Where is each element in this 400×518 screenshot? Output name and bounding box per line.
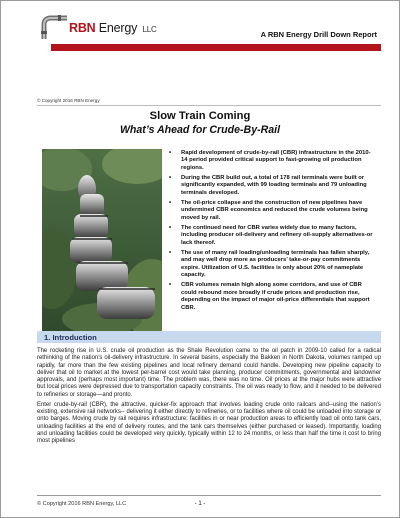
page-subtitle: What’s Ahead for Crude-By-Rail bbox=[119, 124, 281, 136]
key-point-text: The oil-price collapse and the construction of new pipelines have undermined CBR economics and reduced the crude volumes being moved by rail. bbox=[181, 200, 368, 221]
bullet-icon: • bbox=[169, 200, 172, 207]
report-title: A RBN Energy Drill Down Report bbox=[260, 30, 377, 39]
body-paragraph: The rocketing rise in U.S. crude oil production as the Shale Revolution came to the oil patch in 2009-10 called for a radical rethinking of the nation’s oil-delivery infrastructure. In several basins, especially the Bakken in North Dakota, volumes ramped up rapidly, far more than the few existing pipelines and local refinery demand could handle. Developing new pipeline capacity to deliver that oil to market at the lowest per-barrel cost would take planning, producer commitments, governmental and landowner approvals, and (perhaps most important) time. The problem was, there was no time. Oil prices at the major hubs were attractive but local prices were depressed due to transportation capacity constraints. The oil was ready to flow, and it needed to be delivered to refineries or storage—and pronto. bbox=[37, 348, 381, 398]
bullet-icon: • bbox=[169, 225, 172, 232]
key-point bbox=[169, 150, 375, 172]
key-point bbox=[169, 250, 375, 280]
header-divider bbox=[37, 105, 381, 106]
train-photo bbox=[42, 149, 162, 331]
key-point-text: During the CBR build out, a total of 178 rail terminals were built or significantly expanded, with 99 loading terminals and 79 unloading terminals developed. bbox=[181, 175, 367, 196]
logo-suffix: LLC bbox=[142, 25, 157, 34]
pipe-logo-icon bbox=[41, 15, 71, 39]
page-title: Slow Train Coming bbox=[149, 110, 251, 122]
key-point-text: CBR volumes remain high along some corridors, and use of CBR could rebound more broadly if crude prices and production rise, depending on the impact of major oil-price differentials that support CBR. bbox=[181, 282, 370, 311]
key-point-text: Rapid development of crude-by-rail (CBR) infrastructure in the 2010-14 period provided critical support to fast-growing oil production regions. bbox=[181, 150, 371, 171]
rbn-logo bbox=[41, 15, 157, 43]
logo-rest: Energy bbox=[98, 21, 138, 35]
bullet-icon: • bbox=[169, 175, 172, 182]
bullet-icon: • bbox=[169, 250, 172, 257]
key-point bbox=[169, 200, 375, 222]
header-copyright: © Copyright 2016 RBN Energy bbox=[37, 98, 100, 103]
footer-copyright: © Copyright 2016 RBN Energy, LLC bbox=[37, 501, 127, 507]
section-heading-bar bbox=[37, 331, 381, 343]
key-point-text: The use of many rail loading/unloading terminals has fallen sharply, and may well drop more as producers’ take-or-pay commitments expire. Utilization of U.S. facilities is only about 20% of nameplate capacity. bbox=[181, 250, 370, 279]
page-number: - 1 - bbox=[194, 501, 206, 507]
key-points-list bbox=[169, 150, 375, 315]
body-text bbox=[37, 348, 381, 448]
footer-divider bbox=[37, 495, 381, 496]
bullet-icon: • bbox=[169, 150, 172, 156]
header-red-rule bbox=[51, 44, 381, 51]
key-point bbox=[169, 225, 375, 247]
key-point-text: The continued need for CBR varies widely due to many factors, including producer oil-delivery and refinery oil-supply alternatives-or lack thereof. bbox=[181, 225, 373, 246]
logo-brand: RBN bbox=[69, 21, 96, 35]
key-point bbox=[169, 175, 375, 197]
key-point bbox=[169, 282, 375, 312]
bullet-icon: • bbox=[169, 282, 172, 289]
logo-wordmark bbox=[69, 21, 157, 35]
body-paragraph: Enter crude-by-rail (CBR), the attractive, quicker-fix approach that involves loading crude onto railcars and--using the nation’s existing, extensive rail networks-- delivering it either directly to refineries, or to facilities where oil could be unloaded into storage or onto barges. Moving crude by rail requires infrastructure: facilities in or near production areas to efficiently load oil onto tank cars, unloading facilities at the end of delivery routes, and the tank cars themselves (either purchased or leased). Importantly, loading and unloading facilities could be developed very quickly, typically within 12 to 24 months, or less than half the time it cost to bring most pipelines bbox=[37, 401, 381, 444]
section-heading: 1. Introduction bbox=[44, 332, 97, 342]
